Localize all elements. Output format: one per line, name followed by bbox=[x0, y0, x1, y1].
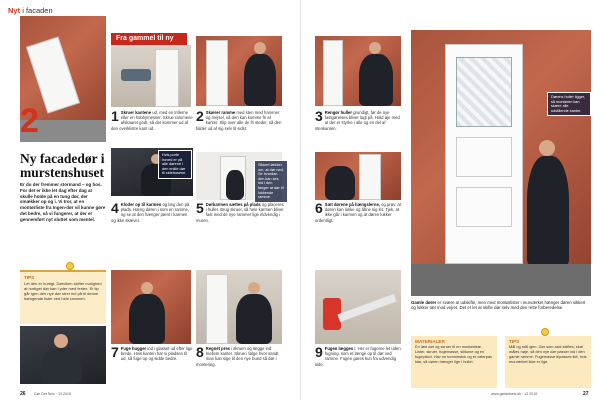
intro-text: Er du der fremmer stormand – og hos. For det er ikke let dag efter dag at skulle holde på en tung dør, der smækker op og i. Vi tror, at en montørliste fra Ingen-dør vil kunne gøre det bedre, så vi fungerer, at der er gennemført nyt sluttet som mentel. bbox=[20, 182, 106, 222]
step-6: 6 Sæt dørene på hængslerne, og prøv, at døren kan lukke og åbne sig let. Tjek, at ikke går i karmen og at døren lukker ordentligt. bbox=[315, 200, 401, 223]
step-2-photo bbox=[196, 36, 282, 106]
right-footer: www.gørdetselv.dk · 13 2015 bbox=[491, 392, 538, 396]
materials-text: En løst dør og skruer til en montørliste. Lister, skruer, fugemasse, silikone og en fugepistol. Hav en tommestok og et vaterpas klar, så døren hænger lige i hullet. bbox=[415, 344, 492, 364]
materials-title: MATERIALER bbox=[415, 339, 445, 344]
tip-text: Let den er hurtigt. Dørviken skifter mulighed at hurtiget dør kan i yder med ferien. Et tip går igen den nye dør strer ind på til denne hængende lister ved hele rammen. bbox=[24, 281, 102, 301]
section-label: Nyt i facaden bbox=[8, 6, 53, 15]
right-page bbox=[300, 0, 600, 400]
step-8-photo bbox=[196, 270, 282, 344]
new-door-image bbox=[445, 44, 523, 264]
finished-door-photo bbox=[411, 30, 591, 296]
headline: Ny facadedør i murstenshuset bbox=[20, 151, 105, 180]
section-banner: Fra gammel til ny bbox=[111, 33, 187, 45]
step-7: 7 Fuge hugger ind i glasset ud efter lige brede. Hvis kanten har vi pladsen til ud, så fuge op og sidde bedre. bbox=[111, 344, 193, 362]
materials-box bbox=[411, 336, 497, 388]
lightbulb-icon-right bbox=[541, 328, 549, 336]
article-number: 2 bbox=[20, 102, 39, 140]
step-4: 4 Kloder op til karmen og læg den på plads. Hæng døren i som en ramme, og se at den hænger pænt i karmen og ikke skæver. bbox=[111, 200, 190, 223]
page-number-right: 27 bbox=[583, 391, 589, 397]
step-5-callout: Sikkert lækker om, at dør ned. Se hvordan den kan ses ind i den fanger at dør til lukkende ramme. bbox=[254, 160, 288, 203]
door-callout: Dørens huller ligger, så montøren kan skære alle udstående kanter. bbox=[547, 92, 591, 116]
step-3: 3 Rengør huller grundigt, før de nye fastgørelses bliver lagt på. Hold øje med at der er styrke i alle og en del af stenkanten. bbox=[315, 108, 400, 131]
tip-photo bbox=[20, 326, 106, 384]
step-6-photo bbox=[315, 152, 401, 200]
lightbulb-icon bbox=[66, 262, 74, 270]
step-3-photo bbox=[315, 36, 401, 106]
step-2: 2 Skærer ramme med sten med hammer og mejsel, så den kan komme fri af kanter. Slip over alle de fri steder, så den falder ud af sig selv til sidst. bbox=[196, 108, 282, 131]
tips-box bbox=[505, 336, 591, 388]
tips-title: TIPS bbox=[509, 339, 520, 344]
left-footer: Gør Det Selv · 13 2015 bbox=[34, 392, 71, 396]
step-9-photo bbox=[315, 270, 401, 344]
step-4-callout: Hvis porte hoved er på alle dørene i den enkle dør til sidehusene. bbox=[158, 150, 192, 179]
step-8: 8 Regnet pres i skruen og lægge ind mellem kanter. Skrue i følge hvor sandt man kan sige til den nye bund så dør i montering. bbox=[196, 344, 279, 367]
tip-title: TIPS bbox=[24, 275, 35, 280]
step-1-photo bbox=[111, 45, 191, 107]
step-1: 1 Skruer kantene ud, med en trillerne eller en hobbymesser. Skrue rammene afskaaret godt, så der kommer ud af den overklistre kant ud. bbox=[111, 108, 193, 131]
tip-box bbox=[20, 270, 106, 324]
step-5: 5 Dørkarmen sættes på plads og placeres i huller. Brug skruer, så hele karmen bliver fast med de nye rammer lige indvendig i muren. bbox=[196, 200, 284, 223]
step-9: 9 Fugen lægges i. Her er fugerne let uden fugning, som et længe op til dør ved ramme. Fugen gøres kun fra udvendig side. bbox=[315, 344, 401, 367]
page-number-left: 26 bbox=[20, 391, 26, 397]
photo-caption: Gamle dører er svære at udskifte, men med montørlister i murværket hænger døren sikkert og lukker tæt mod vejret. Det er let at skifte dør selv med den rette forberedelse. bbox=[411, 300, 586, 311]
step-7-photo bbox=[111, 270, 191, 344]
tips-text: Mål og mål igen. Dør som skal skiftes, skal måles nøje, så den nye dør passer ind i den gamle ramme. Fugemasse tilpasses lidt, hvis murværket ikke er lige. bbox=[509, 344, 587, 364]
